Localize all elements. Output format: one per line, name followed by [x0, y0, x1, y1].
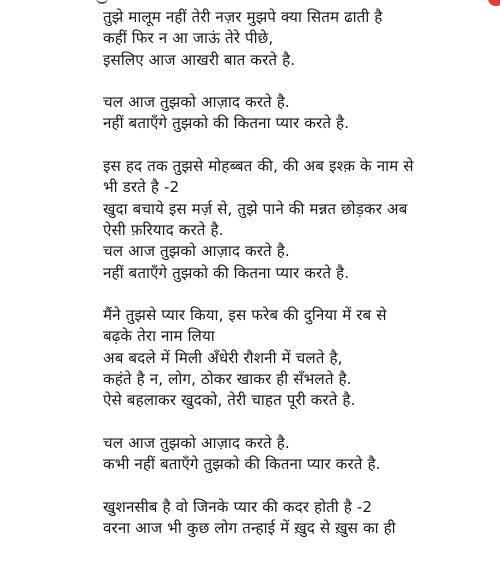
poem-line: बढ़के तेरा नाम लिया [103, 327, 215, 346]
stanza-gap [103, 476, 498, 497]
poem-line: ऐसी फ़रियाद करते है. [103, 220, 224, 239]
poem-line: इस हद तक तुझसे मोहब्बत की, की अब इश्क़ के नाम से [103, 157, 414, 176]
poem-line: चल आज तुझको आज़ाद करते है. [103, 93, 290, 112]
notification-dot-icon [488, 0, 500, 6]
poem-line: मैंने तुझसे प्यार किया, इस फरेब की दुनिया में रब से [103, 306, 387, 325]
poem-line: अब बदले में मिली अँधेरी रौशनी में चलते है, [103, 348, 343, 367]
poem-line: चल आज तुझको आज़ाद करते है. [103, 433, 290, 452]
top-left-fragment [96, 0, 108, 4]
poem-line: इसलिए आज आखरी बात करते है. [103, 50, 296, 69]
poem-line: कहीं फिर न आ जाऊं तेरे पीछे, [103, 29, 274, 48]
stanza-gap [103, 284, 498, 305]
poem-line: चल आज तुझको आज़ाद करते है. [103, 242, 290, 261]
stanza-gap [103, 135, 498, 156]
poem-line: नहीं बताएँगे तुझको की कितना प्यार करते है. [103, 114, 350, 133]
poem-line: खुशनसीब है वो जिनके प्यार की कदर होती है -2 [103, 497, 373, 516]
poem-line: तुझे मालूम नहीं तेरी नज़र मुझपे क्या सितम ढाती है [103, 8, 383, 26]
poem-line: वरना आज भी कुछ लोग तन्हाई में ख़ुद से ख़ुस का ही [103, 519, 396, 538]
poem-text [103, 7, 498, 539]
poem-line: खुदा बचाये इस मर्ज़ से, तुझे पाने की मन्नत छोड़कर अब [103, 199, 408, 218]
poem-line: कभी नहीं बताएँगे तुझको की कितना प्यार करते है. [103, 455, 381, 474]
poem-line: कहंते है न, लोग, ठोकर खाकर ही सँभलते है. [103, 370, 352, 389]
poem-line: नहीं बताएँगे तुझको की कितना प्यार करते है. [103, 263, 350, 282]
poem-line: ऐसे बहलाकर खुदको, तेरी चाहत पूरी करते है. [103, 391, 356, 410]
stanza-gap [103, 71, 498, 92]
stanza-gap [103, 412, 498, 433]
poem-line: भी डरते है -2 [103, 178, 180, 197]
